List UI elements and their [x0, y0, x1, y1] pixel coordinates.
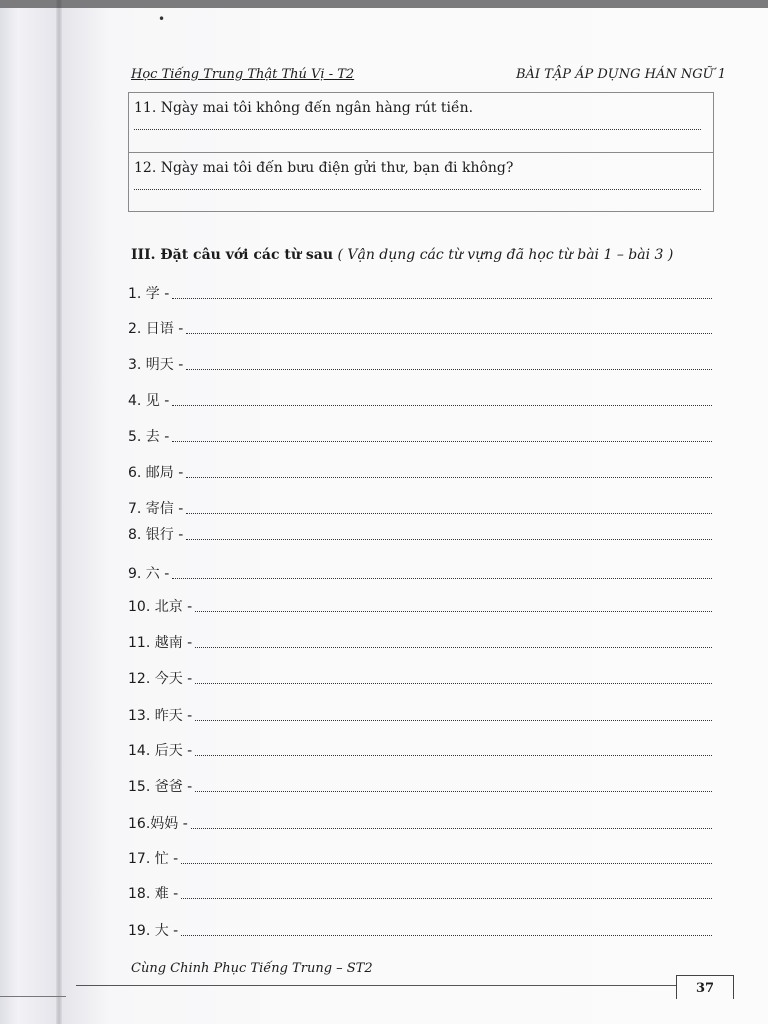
vocab-label: 4. 见 - [128, 393, 170, 409]
vocab-label: 15. 爸爸 - [128, 779, 193, 795]
answer-line[interactable] [195, 755, 712, 756]
answer-line[interactable] [181, 935, 712, 936]
footer-rule [76, 985, 734, 986]
vocab-label: 14. 后天 - [128, 743, 193, 759]
answer-line[interactable] [186, 477, 712, 478]
answer-line[interactable] [195, 647, 712, 648]
vocab-item [128, 354, 712, 374]
header-section-title: BÀI TẬP ÁP DỤNG HÁN NGỮ 1 [515, 67, 726, 82]
answer-line[interactable] [186, 539, 712, 540]
answer-line[interactable] [186, 333, 712, 334]
vocab-label: 7. 寄信 - [128, 501, 184, 517]
vocab-item [128, 740, 712, 760]
exercise-sentence: 12. Ngày mai tôi đến bưu điện gửi thư, bạn đi không? [134, 160, 514, 176]
vocab-label: 18. 难 - [128, 886, 179, 902]
vocab-item [128, 705, 712, 725]
exercise-row [129, 152, 713, 213]
vocab-label: 16.妈妈 - [128, 816, 188, 832]
vocab-item [128, 563, 712, 583]
answer-line[interactable] [186, 513, 712, 514]
answer-line[interactable] [195, 791, 712, 792]
vocab-item [128, 848, 712, 868]
vocab-label: 17. 忙 - [128, 851, 179, 867]
vocab-item [128, 524, 712, 544]
exercise-box [128, 92, 714, 212]
header-book-title: Học Tiếng Trung Thật Thú Vị - T2 [131, 67, 355, 82]
vocab-item [128, 813, 712, 833]
page-binding-shadow [56, 0, 62, 1024]
vocab-label: 10. 北京 - [128, 599, 193, 615]
page-number-tab [676, 975, 734, 999]
vocab-label: 5. 去 - [128, 429, 170, 445]
vocab-item [128, 883, 712, 903]
vocab-label: 6. 邮局 - [128, 465, 184, 481]
scan-top-edge [0, 0, 768, 8]
vocab-item [128, 498, 712, 518]
section-heading-bold: III. Đặt câu với các từ sau [131, 247, 334, 263]
section-heading [131, 247, 673, 263]
footer-credit: Cùng Chinh Phục Tiếng Trung – ST2 [131, 961, 373, 976]
vocab-label: 11. 越南 - [128, 635, 193, 651]
vocab-item [128, 920, 712, 940]
vocab-item [128, 283, 712, 303]
section-heading-note: ( Vận dụng các từ vựng đã học từ bài 1 – bài 3 ) [337, 247, 674, 263]
vocab-item [128, 632, 712, 652]
vocab-item [128, 318, 712, 338]
vocab-label: 13. 昨天 - [128, 708, 193, 724]
exercise-sentence: 11. Ngày mai tôi không đến ngân hàng rút tiền. [134, 100, 474, 116]
vocab-item [128, 596, 712, 616]
answer-line[interactable] [172, 405, 712, 406]
answer-line[interactable] [181, 898, 712, 899]
answer-line[interactable] [195, 720, 712, 721]
page-crease [0, 996, 66, 997]
vocab-item [128, 426, 712, 446]
answer-line[interactable] [186, 369, 712, 370]
answer-line[interactable] [195, 683, 712, 684]
scan-speck: • [158, 12, 166, 26]
vocab-label: 8. 银行 - [128, 527, 184, 543]
answer-line[interactable] [191, 828, 712, 829]
answer-line[interactable] [195, 611, 712, 612]
vocab-label: 3. 明天 - [128, 357, 184, 373]
page-number: 37 [695, 981, 715, 996]
vocab-label: 9. 六 - [128, 566, 170, 582]
exercise-row [129, 93, 713, 153]
answer-line[interactable] [172, 578, 712, 579]
answer-line[interactable] [181, 863, 712, 864]
vocab-item [128, 776, 712, 796]
answer-line[interactable] [134, 129, 701, 130]
vocab-item [128, 390, 712, 410]
answer-line[interactable] [172, 441, 712, 442]
vocab-item [128, 668, 712, 688]
answer-line[interactable] [172, 298, 712, 299]
vocab-label: 19. 大 - [128, 923, 179, 939]
vocab-label: 12. 今天 - [128, 671, 193, 687]
answer-line[interactable] [134, 189, 701, 190]
vocab-label: 2. 日语 - [128, 321, 184, 337]
vocab-item [128, 462, 712, 482]
vocab-label: 1. 学 - [128, 286, 170, 302]
